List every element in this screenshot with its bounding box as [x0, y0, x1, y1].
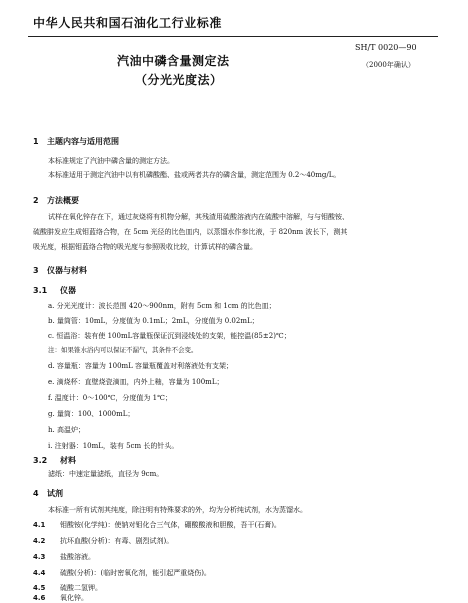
section-2-title: 方法概要: [47, 196, 79, 205]
reagent-text: 抗坏血酸(分析)：有毒、剧烈试剂)。: [60, 537, 174, 545]
section-1-number: 1: [33, 137, 39, 146]
reagent-text: 硫酸(分析)：(临时密氧化剂，能引起严重烧伤)。: [60, 569, 211, 577]
instrument-item: c. 恒温浴：装有使 100mL容量瓶保证沉到浸线处的支架，能控温(85±2)℃；: [48, 332, 291, 340]
confirm-year: （2000年确认）: [362, 61, 415, 69]
reagent-text: 盐酸溶液。: [60, 553, 95, 561]
material-line: 滤纸：中速定量滤纸，直径为 9cm。: [48, 470, 164, 478]
header-rule: [28, 36, 438, 37]
reagent-number: 4.4: [33, 569, 46, 577]
reagent-text: 钼酸铵(化学纯)：使钠对钼化合三气体，硼酸酸液和胆酸，吾干(石膏)。: [60, 521, 281, 529]
paragraph-line: 吸光度，根据钼蓝络合物的吸光度与参照吸收比较，计算试样的磷含量。: [33, 243, 257, 251]
reagent-number: 4.3: [33, 553, 46, 561]
instrument-item: g. 量筒：100、1000mL；: [48, 410, 135, 418]
instrument-item: d. 容量瓶：容量为 100mL 容量瓶覆盖对利落液处有支架；: [48, 362, 234, 370]
paragraph-line: 本标准规定了汽油中磷含量的测定方法。: [48, 157, 174, 165]
instrument-item: h. 高温炉；: [48, 426, 85, 434]
section-4-number: 4: [33, 489, 39, 498]
reagent-number: 4.5: [33, 584, 46, 592]
section-1-title: 主题内容与适用范围: [47, 137, 119, 146]
reagent-text: 氧化锌。: [60, 594, 88, 602]
instrument-item: a. 分光光度计：波长范围 420～900nm，附有 5cm 和 1cm 的比色皿；: [48, 302, 276, 310]
document-title: 汽油中磷含量测定法: [117, 54, 230, 68]
paragraph-line: 本标准适用于测定汽油中以有机磷酸酯、盐或两者共存的磷含量，测定范围为 0.2～40mg/L。: [48, 171, 341, 179]
reagent-number: 4.6: [33, 594, 46, 602]
reagent-text: 硫酸二氢钾。: [60, 584, 102, 592]
instrument-item: b. 量筒管：10mL，分度值为 0.1mL；2mL，分度值为 0.02mL；: [48, 317, 259, 325]
paragraph-line: 试样在氧化锌存在下，通过灰烧将有机物分解，其残渣用硫酸溶液内在硫酸中溶解，与与钼酸铵、: [48, 213, 349, 221]
section-2-number: 2: [33, 196, 39, 205]
subsection-3-2-title: 材料: [60, 456, 76, 465]
section-3-title: 仪器与材料: [47, 266, 87, 275]
instrument-item: e. 滴烧杯：直壁烧瓷滴皿，内外上釉，容量为 100mL；: [48, 378, 224, 386]
section-4-title: 试剂: [47, 489, 63, 498]
document-subtitle: （分光光度法）: [135, 73, 223, 87]
standard-code: SH/T 0020—90: [355, 43, 417, 52]
reagent-number: 4.2: [33, 537, 46, 545]
subsection-3-2-number: 3.2: [33, 456, 48, 465]
paragraph-line: 硫酸肼发应生成钼蓝络合物，在 5cm 光径的比色皿内，以蒸馏水作参比液，于 820nm 波长下，测其: [33, 228, 348, 236]
instrument-note: 注：如果锥水浴内可以保证不漏气，其条件不会变。: [48, 346, 198, 354]
instrument-item: f. 温度计：0～100℃，分度值为 1℃；: [48, 394, 172, 402]
instrument-item: i. 注射器：10mL，装有 5cm 长的针头。: [48, 442, 179, 450]
subsection-3-1-title: 仪器: [60, 286, 76, 295]
subsection-3-1-number: 3.1: [33, 286, 48, 295]
paragraph-line: 本标准一所有试剂其纯度，除注明有特殊要求的外，均为分析纯试剂，水为蒸馏水。: [48, 506, 307, 514]
publisher-heading: 中华人民共和国石油化工行业标准: [33, 16, 223, 30]
section-3-number: 3: [33, 266, 39, 275]
reagent-number: 4.1: [33, 521, 46, 529]
